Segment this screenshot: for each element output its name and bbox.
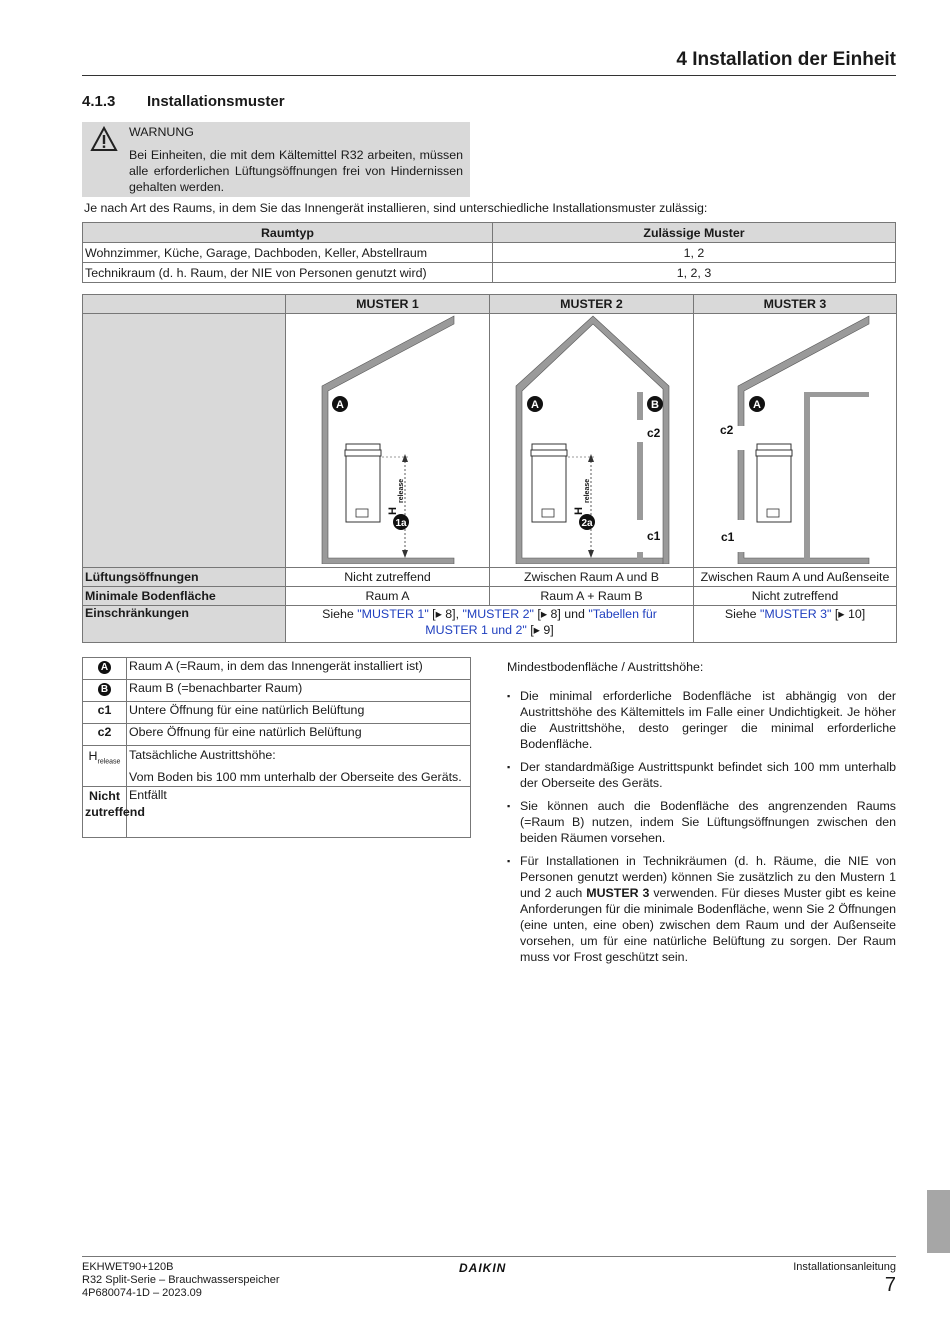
list-item xyxy=(507,853,896,965)
legend-row xyxy=(83,724,471,746)
muster-3-diagram xyxy=(694,314,897,568)
cell-lueftung-2: Zwischen Raum A und B xyxy=(490,568,694,587)
section-title: Installationsmuster xyxy=(147,93,285,110)
label-c2: c2 xyxy=(646,426,660,440)
warning-box xyxy=(82,122,470,197)
legend-row xyxy=(83,680,471,702)
floor-area-notes xyxy=(507,659,896,972)
legend-text-b: Raum B (=benachbarter Raum) xyxy=(127,680,471,702)
cell-lueftung-3: Zwischen Raum A und Außenseite xyxy=(694,568,897,587)
list-item: ▪ Die minimal erforderliche Bodenfläche ist abhängig von der Austrittshöhe des Kältemittels im Falle einer Undichtigkeit. Je höher die Austrittshöhe, desto geringer die minimal erforderliche Bodenfläche. xyxy=(507,688,896,752)
brand-logo: DAIKIN xyxy=(459,1261,507,1275)
footer-doc-type: Installationsanleitung xyxy=(793,1261,896,1273)
badge-1a: 1a xyxy=(394,518,407,529)
warning-title: WARNUNG xyxy=(129,125,194,139)
legend-key-h-sub: release xyxy=(97,758,121,766)
muster-1-diagram xyxy=(286,314,490,568)
b4-post: verwenden. Für dieses Muster gibt es keine Anforderungen für die minimale Bodenfläche, wenn Sie 2 Öffnungen (eine unten, eine oben) zwischen dem Raum und der Außenseite vorsehen, um für eine natürliche Belüftung zu sorgen. Der Raum muss vor Frost geschützt sein. xyxy=(520,886,896,964)
h-release-label: H xyxy=(572,507,585,515)
muster-2-diagram xyxy=(490,314,694,568)
allowed-muster-cell: 1, 2 xyxy=(493,243,896,263)
pattern-table xyxy=(82,294,897,643)
table-row xyxy=(83,606,897,643)
muster-3-illustration xyxy=(694,314,896,564)
legend-key-c1: c1 xyxy=(83,702,127,724)
table-row xyxy=(83,568,897,587)
ref-1: [▸ 8], xyxy=(428,607,463,621)
link-muster-2[interactable]: "MUSTER 2" xyxy=(462,607,534,621)
label-a: A xyxy=(335,399,344,411)
legend-key-b: B xyxy=(98,683,111,696)
label-a: A xyxy=(530,399,539,411)
footer-model: EKHWET90+120B xyxy=(82,1261,174,1273)
label-c1: c1 xyxy=(721,530,735,544)
legend-row xyxy=(83,787,471,838)
room-type-cell: Technikraum (d. h. Raum, der NIE von Personen genutzt wird) xyxy=(83,263,493,283)
cell-boden-3: Nicht zutreffend xyxy=(694,587,897,606)
table-row xyxy=(83,263,896,283)
h-release-label: H xyxy=(386,507,399,515)
table-row xyxy=(83,243,896,263)
legend-key-c2: c2 xyxy=(83,724,127,746)
room-type-table xyxy=(82,222,896,283)
link-tabellen[interactable]: "Tabellen für MUSTER 1 und 2" xyxy=(425,607,657,637)
legend-text-na: Entfällt xyxy=(127,787,471,838)
legend-row xyxy=(83,746,471,787)
footer-left xyxy=(82,1261,279,1300)
col-header-muster: Zulässige Muster xyxy=(493,223,896,243)
ref-m3: [▸ 10] xyxy=(831,607,866,621)
label-a: A xyxy=(753,399,761,411)
footer-divider xyxy=(82,1256,896,1257)
notes-list xyxy=(507,688,896,965)
label-c1: c1 xyxy=(646,529,660,543)
pattern-corner-cell xyxy=(83,295,286,314)
link-muster-3[interactable]: "MUSTER 3" xyxy=(759,607,832,621)
ref-2: [▸ 8] und xyxy=(533,607,589,621)
einschr-siehe: Siehe xyxy=(322,607,358,621)
label-b: B xyxy=(650,399,659,411)
list-item: ▪ Sie können auch die Bodenfläche des angrenzenden Raums (=Raum B) nutzen, indem Sie Lüftungsöffnungen zwischen den beiden Räumen vorsehen. xyxy=(507,798,896,846)
room-type-cell: Wohnzimmer, Küche, Garage, Dachboden, Keller, Abstellraum xyxy=(83,243,493,263)
h-release-sub: release xyxy=(583,478,591,503)
footer-series: R32 Split-Serie – Brauchwasserspeicher xyxy=(82,1274,280,1286)
allowed-muster-cell: 1, 2, 3 xyxy=(493,263,896,283)
legend-text-c2: Obere Öffnung für eine natürlich Belüftung xyxy=(127,724,471,746)
badge-2a: 2a xyxy=(580,518,593,529)
h-release-sub: release xyxy=(397,478,405,503)
legend-row xyxy=(83,658,471,680)
legend-text-h1: Tatsächliche Austrittshöhe: xyxy=(129,748,276,762)
col-header-muster-2: MUSTER 2 xyxy=(490,295,694,314)
page-header-title: 4 Installation der Einheit xyxy=(676,49,896,70)
cell-boden-2: Raum A + Raum B xyxy=(490,587,694,606)
legend-row xyxy=(83,702,471,724)
link-muster-1[interactable]: "MUSTER 1" xyxy=(357,607,429,621)
label-c2: c2 xyxy=(720,423,734,437)
legend-key-h: H xyxy=(88,749,98,763)
legend-text-h2: Vom Boden bis 100 mm unterhalb der Oberseite des Geräts. xyxy=(129,770,462,784)
row-label-einschr: Einschränkungen xyxy=(83,606,286,643)
cell-lueftung-1: Nicht zutreffend xyxy=(286,568,490,587)
legend-key-a: A xyxy=(98,661,111,674)
row-label-lueftung: Lüftungsöffnungen xyxy=(83,568,286,587)
cell-einschr-3 xyxy=(694,606,897,643)
header-divider xyxy=(82,75,896,76)
cell-boden-1: Raum A xyxy=(286,587,490,606)
col-header-raumtyp: Raumtyp xyxy=(83,223,493,243)
muster-1-illustration xyxy=(287,314,489,564)
ref-3: [▸ 9] xyxy=(526,623,554,637)
footer-doc-id: 4P680074-1D – 2023.09 xyxy=(82,1287,202,1299)
col-header-muster-3: MUSTER 3 xyxy=(694,295,897,314)
muster-2-illustration xyxy=(491,314,693,564)
section-number: 4.1.3 xyxy=(82,93,116,110)
intro-text: Je nach Art des Raums, in dem Sie das Innengerät installieren, sind unterschiedliche Installationsmuster zulässig: xyxy=(84,201,708,215)
list-item: ▪ Der standardmäßige Austrittspunkt befindet sich 100 mm unterhalb der Oberseite des Geräts. xyxy=(507,759,896,791)
legend-table xyxy=(82,657,471,838)
legend-text-c1: Untere Öffnung für eine natürlich Belüftung xyxy=(127,702,471,724)
b4-bold: MUSTER 3 xyxy=(586,886,650,900)
page-number: 7 xyxy=(884,1274,896,1296)
notes-heading: Mindestbodenfläche / Austrittshöhe: xyxy=(507,660,704,674)
legend-key-na: Nicht zutreffend xyxy=(83,787,127,838)
warning-text: Bei Einheiten, die mit dem Kältemittel R32 arbeiten, müssen alle erforderlichen Lüftungsöffnungen frei von Hindernissen gehalten werden. xyxy=(129,148,463,194)
chapter-tab xyxy=(927,1190,950,1253)
warning-icon xyxy=(90,126,118,152)
legend-text-a: Raum A (=Raum, in dem das Innengerät installiert ist) xyxy=(127,658,471,680)
b4-pre: Für Installationen in Technikräumen (d. h. Räume, die NIE von Personen genutzt werden) können Sie zusätzlich zu den Mustern 1 und 2 auch xyxy=(520,854,896,900)
einschr-m3-siehe: Siehe xyxy=(724,607,760,621)
table-row xyxy=(83,587,897,606)
row-label-boden: Minimale Bodenfläche xyxy=(83,587,286,606)
pattern-empty-cell xyxy=(83,314,286,568)
col-header-muster-1: MUSTER 1 xyxy=(286,295,490,314)
cell-einschr-12 xyxy=(286,606,694,643)
